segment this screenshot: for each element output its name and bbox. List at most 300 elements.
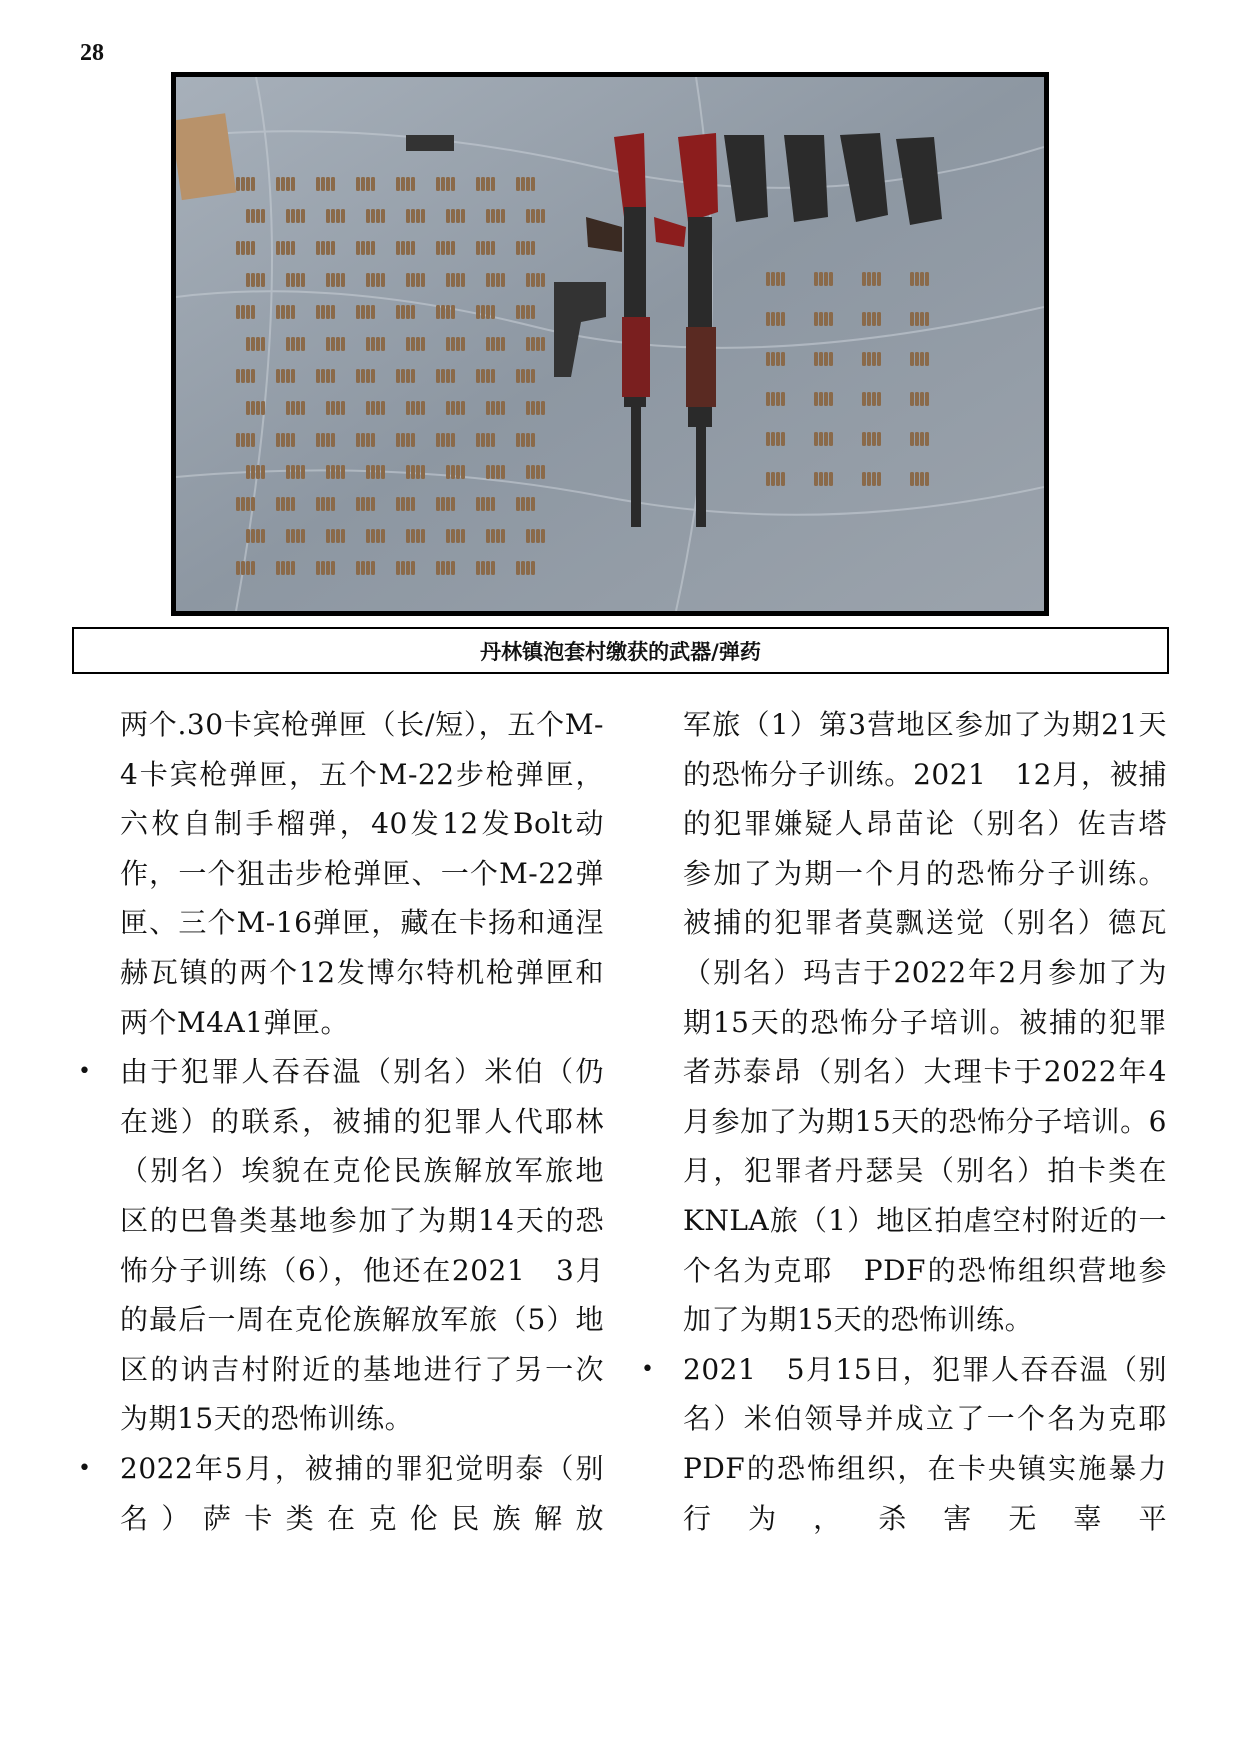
cartridge xyxy=(481,241,485,255)
cartridge xyxy=(276,433,280,447)
cartridge xyxy=(829,272,833,286)
cartridge xyxy=(910,432,914,446)
cartridge xyxy=(406,177,410,191)
cartridge xyxy=(481,433,485,447)
cartridge xyxy=(406,241,410,255)
cartridge xyxy=(486,369,490,383)
cartridge xyxy=(286,433,290,447)
cartridge xyxy=(371,177,375,191)
cartridge xyxy=(341,529,345,543)
cartridge xyxy=(829,392,833,406)
cartridge xyxy=(341,273,345,287)
cartridge xyxy=(824,352,828,366)
cartridge xyxy=(481,497,485,511)
cartridge xyxy=(814,272,818,286)
cartridge xyxy=(872,472,876,486)
cartridge xyxy=(771,272,775,286)
cartridge xyxy=(371,369,375,383)
cartridge xyxy=(411,273,415,287)
cartridge xyxy=(526,177,530,191)
cartridge xyxy=(291,209,295,223)
cartridge xyxy=(366,401,370,415)
cartridge xyxy=(526,369,530,383)
cartridge xyxy=(781,472,785,486)
cartridge xyxy=(915,392,919,406)
cartridge xyxy=(920,312,924,326)
cartridge xyxy=(261,337,265,351)
cartridge xyxy=(316,177,320,191)
left-bullet-item-1 xyxy=(78,1047,604,1444)
cartridge xyxy=(441,369,445,383)
cartridge xyxy=(476,369,480,383)
cartridge xyxy=(536,209,540,223)
cartridge xyxy=(331,497,335,511)
cartridge xyxy=(521,177,525,191)
cartridge xyxy=(441,177,445,191)
cartridge xyxy=(491,401,495,415)
cartridge xyxy=(291,561,295,575)
cartridge xyxy=(486,337,490,351)
cartridge xyxy=(446,497,450,511)
cartridge xyxy=(526,433,530,447)
cartridge xyxy=(356,433,360,447)
cartridge xyxy=(406,401,410,415)
cartridge xyxy=(376,529,380,543)
cartridge xyxy=(441,241,445,255)
cartridge xyxy=(766,352,770,366)
cartridge xyxy=(316,497,320,511)
cartridge xyxy=(361,241,365,255)
cartridge xyxy=(411,209,415,223)
cartridge xyxy=(862,472,866,486)
cartridge xyxy=(516,369,520,383)
cartridge xyxy=(776,472,780,486)
cartridge xyxy=(781,392,785,406)
cartridge xyxy=(366,561,370,575)
cartridge xyxy=(411,433,415,447)
cartridge xyxy=(829,472,833,486)
cartridge xyxy=(261,273,265,287)
cartridge xyxy=(915,352,919,366)
cartridge xyxy=(771,472,775,486)
cartridge xyxy=(366,177,370,191)
cartridge xyxy=(236,561,240,575)
cartridge xyxy=(451,209,455,223)
cartridge xyxy=(256,209,260,223)
cartridge xyxy=(256,337,260,351)
cartridge xyxy=(321,305,325,319)
cartridge xyxy=(451,305,455,319)
cartridge xyxy=(436,561,440,575)
cartridge xyxy=(920,272,924,286)
cartridge xyxy=(336,209,340,223)
cartridge xyxy=(416,465,420,479)
cartridge xyxy=(920,432,924,446)
cartridge xyxy=(366,433,370,447)
cartridge xyxy=(867,432,871,446)
cartridge xyxy=(356,177,360,191)
cartridge xyxy=(421,401,425,415)
cartridge xyxy=(526,241,530,255)
cartridge xyxy=(291,465,295,479)
cartridge xyxy=(406,433,410,447)
cartridge xyxy=(536,529,540,543)
cartridge xyxy=(516,241,520,255)
cartridge xyxy=(867,472,871,486)
cartridge xyxy=(872,432,876,446)
cartridge xyxy=(276,177,280,191)
cartridge xyxy=(771,352,775,366)
cartridge xyxy=(241,305,245,319)
cartridge xyxy=(286,529,290,543)
cartridge xyxy=(331,209,335,223)
cartridge xyxy=(456,337,460,351)
cartridge xyxy=(361,433,365,447)
left-continuation-paragraph: 两个.30卡宾枪弹匣（长/短），五个M-4卡宾枪弹匣，五个M-22步枪弹匣，六枚自制手榴弹，40发12发Bolt动作，一个狙击步枪弹匣、一个M-22弹匣、三个M-16弹匣，藏在卡扬和通涅赫瓦镇的两个12发博尔特机枪弹匣和两个M4A1弹匣。 xyxy=(120,708,604,1039)
cartridge xyxy=(814,432,818,446)
cartridge xyxy=(296,529,300,543)
cartridge xyxy=(451,369,455,383)
cartridge xyxy=(396,561,400,575)
cartridge xyxy=(321,497,325,511)
cartridge xyxy=(531,177,535,191)
cartridge xyxy=(451,561,455,575)
cartridge xyxy=(920,352,924,366)
cartridge xyxy=(521,561,525,575)
cartridge xyxy=(316,433,320,447)
cartridge xyxy=(281,241,285,255)
cartridge xyxy=(336,465,340,479)
cartridge xyxy=(301,273,305,287)
cartridge xyxy=(251,273,255,287)
cartridge xyxy=(481,177,485,191)
cartridge xyxy=(476,497,480,511)
cartridge xyxy=(416,273,420,287)
cartridge xyxy=(371,209,375,223)
right-column xyxy=(641,700,1196,1543)
cartridge xyxy=(241,497,245,511)
cartridge xyxy=(281,369,285,383)
cartridge xyxy=(915,312,919,326)
cartridge xyxy=(356,305,360,319)
cartridge xyxy=(291,497,295,511)
cartridge xyxy=(326,401,330,415)
cartridge xyxy=(341,209,345,223)
cartridge xyxy=(486,497,490,511)
cartridge xyxy=(486,177,490,191)
cartridge xyxy=(286,561,290,575)
cartridge xyxy=(910,352,914,366)
cartridge xyxy=(531,209,535,223)
cartridge xyxy=(251,337,255,351)
cartridge xyxy=(521,305,525,319)
cartridge xyxy=(456,401,460,415)
cartridge xyxy=(281,177,285,191)
cartridge xyxy=(446,177,450,191)
cartridge xyxy=(331,305,335,319)
cartridge xyxy=(501,401,505,415)
cartridge xyxy=(236,369,240,383)
cartridge xyxy=(401,177,405,191)
cartridge xyxy=(361,305,365,319)
cartridge xyxy=(920,472,924,486)
cartridge xyxy=(910,272,914,286)
cartridge xyxy=(541,337,545,351)
cartridge xyxy=(446,561,450,575)
cartridge xyxy=(531,273,535,287)
cartridge xyxy=(286,497,290,511)
cartridge xyxy=(501,273,505,287)
cartridge xyxy=(331,337,335,351)
cartridge xyxy=(421,529,425,543)
cartridge xyxy=(356,497,360,511)
cartridge xyxy=(291,529,295,543)
cartridge xyxy=(366,465,370,479)
cartridge xyxy=(541,401,545,415)
cartridge xyxy=(446,369,450,383)
cartridge xyxy=(421,465,425,479)
cartridge xyxy=(371,305,375,319)
cartridge xyxy=(776,432,780,446)
cartridge xyxy=(819,392,823,406)
cartridge xyxy=(516,305,520,319)
cartridge xyxy=(281,497,285,511)
cartridge xyxy=(536,465,540,479)
cartridge xyxy=(516,561,520,575)
cartridge xyxy=(241,177,245,191)
cartridge xyxy=(336,401,340,415)
cartridge xyxy=(261,209,265,223)
cartridge xyxy=(451,497,455,511)
cartridge xyxy=(326,465,330,479)
cartridge xyxy=(326,177,330,191)
cartridge xyxy=(862,352,866,366)
cartridge xyxy=(461,273,465,287)
cartridge xyxy=(236,433,240,447)
cartridge xyxy=(771,432,775,446)
cartridge xyxy=(236,241,240,255)
cartridge xyxy=(381,273,385,287)
cartridge xyxy=(781,312,785,326)
cartridge xyxy=(411,529,415,543)
cartridge xyxy=(476,305,480,319)
cartridge xyxy=(396,241,400,255)
cartridge xyxy=(456,529,460,543)
figure-caption: 丹林镇泡套村缴获的武器/弹药 xyxy=(72,627,1169,674)
cartridge xyxy=(776,272,780,286)
cartridge xyxy=(824,312,828,326)
cartridge xyxy=(491,273,495,287)
cartridge xyxy=(301,337,305,351)
cartridge xyxy=(406,337,410,351)
cartridge xyxy=(401,369,405,383)
cartridge xyxy=(411,305,415,319)
cartridge xyxy=(246,241,250,255)
cartridge xyxy=(872,272,876,286)
cartridge xyxy=(371,241,375,255)
cartridge xyxy=(451,337,455,351)
cartridge xyxy=(441,497,445,511)
cartridge xyxy=(361,369,365,383)
cartridge xyxy=(776,312,780,326)
cartridge xyxy=(276,369,280,383)
cartridge xyxy=(766,472,770,486)
cartridge xyxy=(366,337,370,351)
cartridge xyxy=(436,433,440,447)
cartridge xyxy=(416,529,420,543)
cartridge xyxy=(491,497,495,511)
cartridge xyxy=(451,177,455,191)
cartridge xyxy=(281,305,285,319)
cartridge xyxy=(236,177,240,191)
cartridge xyxy=(301,529,305,543)
cartridge xyxy=(401,433,405,447)
cartridge xyxy=(246,497,250,511)
cartridge xyxy=(361,177,365,191)
cartridge xyxy=(261,529,265,543)
cartridge xyxy=(246,337,250,351)
cartridge xyxy=(401,241,405,255)
cartridge xyxy=(451,465,455,479)
cartridge xyxy=(496,209,500,223)
cartridge xyxy=(326,337,330,351)
cartridge xyxy=(376,337,380,351)
cartridge xyxy=(925,432,929,446)
cartridge xyxy=(416,337,420,351)
bullet-icon: • xyxy=(78,1455,92,1481)
cartridge xyxy=(915,432,919,446)
cartridge xyxy=(925,272,929,286)
cartridge xyxy=(246,305,250,319)
cartridge xyxy=(824,392,828,406)
cartridge xyxy=(491,433,495,447)
cartridge xyxy=(371,561,375,575)
cartridge xyxy=(316,305,320,319)
cartridge xyxy=(541,273,545,287)
cartridge xyxy=(526,305,530,319)
cartridge xyxy=(819,272,823,286)
cartridge xyxy=(331,433,335,447)
cartridge xyxy=(241,433,245,447)
cartridge xyxy=(526,561,530,575)
cartridge xyxy=(406,209,410,223)
cartridge xyxy=(910,392,914,406)
cartridge xyxy=(436,305,440,319)
cartridge xyxy=(446,433,450,447)
cartridge xyxy=(341,465,345,479)
cartridge xyxy=(501,337,505,351)
cartridge xyxy=(376,209,380,223)
cartridge xyxy=(301,465,305,479)
cartridge xyxy=(491,177,495,191)
cartridge xyxy=(411,369,415,383)
cartridge xyxy=(877,312,881,326)
cartridge xyxy=(376,465,380,479)
cartridge xyxy=(824,432,828,446)
cartridge xyxy=(814,472,818,486)
cartridge xyxy=(451,433,455,447)
cartridge xyxy=(451,401,455,415)
cartridge xyxy=(236,305,240,319)
cartridge xyxy=(331,401,335,415)
cartridge xyxy=(781,352,785,366)
cartridge xyxy=(256,465,260,479)
cartridge xyxy=(531,369,535,383)
cartridge xyxy=(476,177,480,191)
cartridge xyxy=(366,369,370,383)
cartridge xyxy=(251,241,255,255)
cartridge xyxy=(251,305,255,319)
cartridge xyxy=(331,273,335,287)
cartridge xyxy=(321,433,325,447)
cartridge xyxy=(326,305,330,319)
cartridge xyxy=(331,465,335,479)
cartridge xyxy=(251,497,255,511)
cartridge xyxy=(526,337,530,351)
cartridge xyxy=(531,497,535,511)
cartridge xyxy=(371,529,375,543)
cartridge xyxy=(516,177,520,191)
cartridge xyxy=(371,401,375,415)
cartridge xyxy=(872,352,876,366)
cartridge xyxy=(766,432,770,446)
cartridge xyxy=(441,305,445,319)
left-bullet-text-2: 2022年5月，被捕的罪犯觉明泰（别名）萨卡类在克伦民族解放 xyxy=(120,1451,604,1535)
cartridge xyxy=(776,352,780,366)
cartridge xyxy=(541,209,545,223)
cartridge xyxy=(326,497,330,511)
cartridge xyxy=(416,401,420,415)
cartridge xyxy=(771,312,775,326)
bullet-icon: • xyxy=(78,1059,92,1085)
cartridge xyxy=(291,273,295,287)
cartridge xyxy=(366,497,370,511)
bullet-icon: • xyxy=(641,1356,655,1382)
cartridge xyxy=(296,337,300,351)
page-number: 28 xyxy=(80,40,104,66)
cartridge xyxy=(291,241,295,255)
cartridge xyxy=(436,177,440,191)
cartridge xyxy=(301,401,305,415)
cartridge xyxy=(326,273,330,287)
cartridge xyxy=(446,337,450,351)
cartridge xyxy=(396,433,400,447)
cartridge xyxy=(401,305,405,319)
cartridge xyxy=(251,433,255,447)
cartridge xyxy=(526,497,530,511)
cartridge xyxy=(336,337,340,351)
cartridge xyxy=(766,392,770,406)
cartridge xyxy=(291,305,295,319)
cartridge xyxy=(829,432,833,446)
cartridge xyxy=(491,561,495,575)
cartridge xyxy=(461,401,465,415)
cartridge xyxy=(246,369,250,383)
cartridge xyxy=(251,401,255,415)
cartridge xyxy=(381,465,385,479)
cartridge xyxy=(316,241,320,255)
cartridge xyxy=(476,561,480,575)
cartridge xyxy=(829,312,833,326)
cartridge xyxy=(326,433,330,447)
cartridge xyxy=(461,337,465,351)
cartridge xyxy=(406,561,410,575)
cartridge xyxy=(526,401,530,415)
cartridge xyxy=(486,209,490,223)
cartridge xyxy=(456,273,460,287)
cartridge xyxy=(401,497,405,511)
cartridge xyxy=(531,561,535,575)
